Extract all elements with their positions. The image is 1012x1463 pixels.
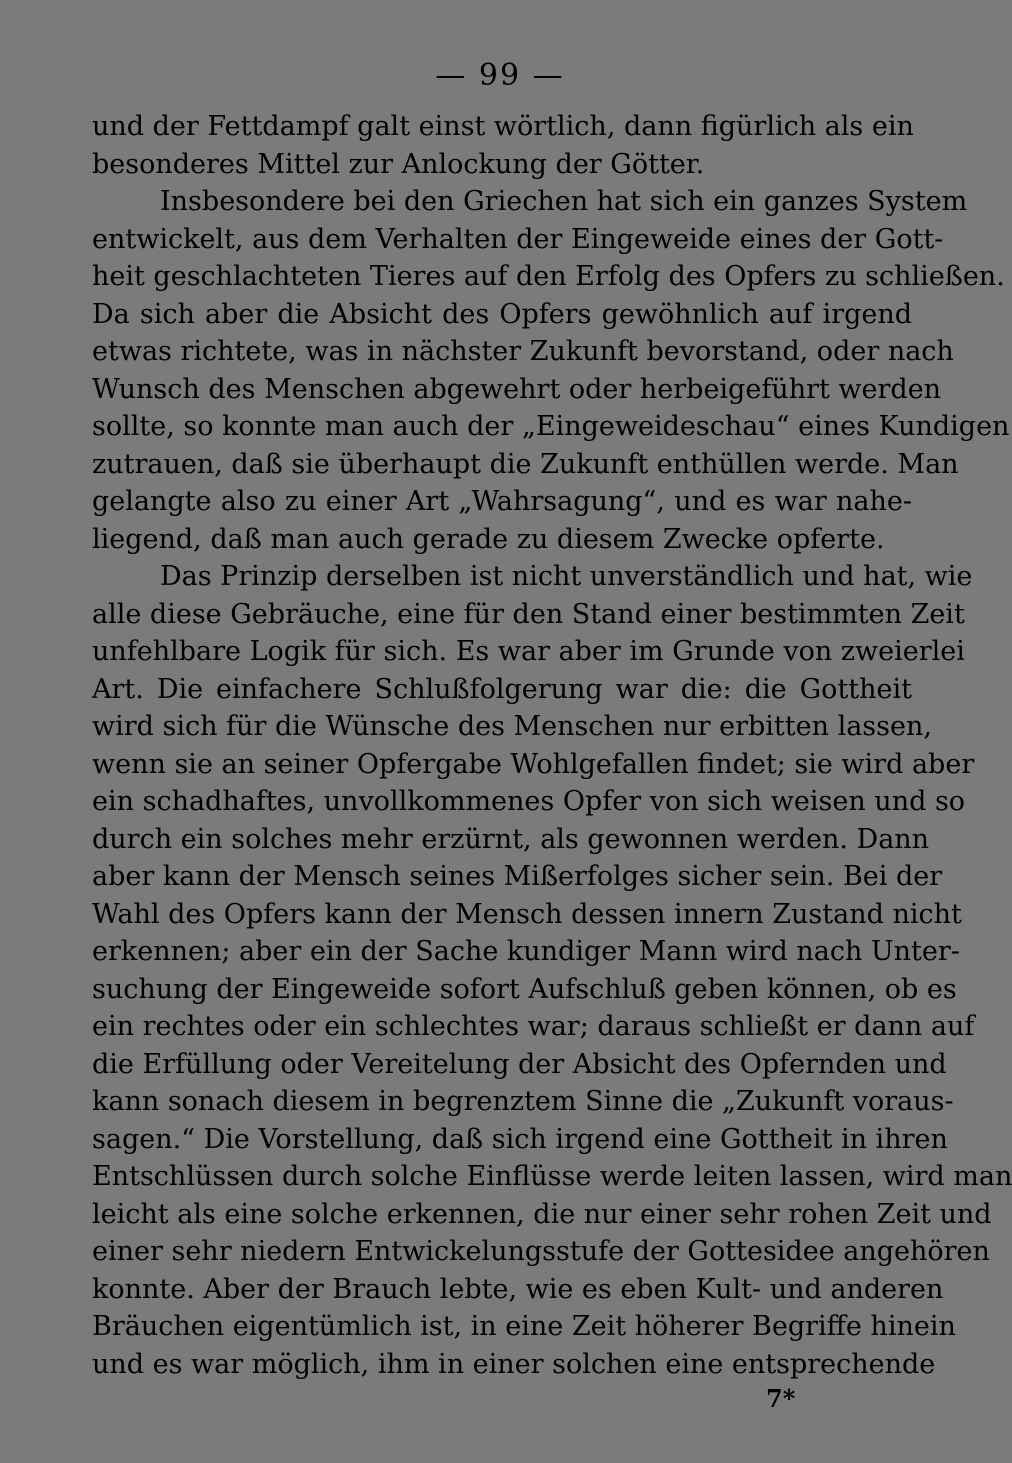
text-line: gelangte also zu einer Art „Wahrsagung“, und es war nahe- <box>92 486 912 517</box>
text-line: alle diese Gebräuche, eine für den Stand einer bestimmten Zeit <box>92 598 965 630</box>
text-line: Bräuchen eigentümlich ist, in eine Zeit höherer Begriffe hinein <box>92 1311 956 1342</box>
text-line: erkennen; aber ein der Sache kundiger Mann wird nach Unter- <box>92 936 960 967</box>
text-line: Insbesondere bei den Griechen hat sich ein ganzes System <box>160 186 968 217</box>
text-line: leicht als eine solche erkennen, die nur einer sehr rohen Zeit und <box>92 1198 992 1230</box>
text-line: Wunsch des Menschen abgewehrt oder herbeigeführt werden <box>92 373 942 405</box>
sheet-signature: 7* <box>766 1384 796 1413</box>
text-line: konnte. Aber der Brauch lebte, wie es eben Kult- und anderen <box>92 1273 944 1305</box>
text-line: zutrauen, daß sie überhaupt die Zukunft enthüllen werde. Man <box>92 448 959 480</box>
text-line: wenn sie an seiner Opfergabe Wohlgefallen findet; sie wird aber <box>92 748 975 780</box>
text-line: entwickelt, aus dem Verhalten der Eingeweide eines der Gott- <box>92 223 944 255</box>
text-line: kann sonach diesem in begrenztem Sinne die „Zukunft voraus- <box>92 1086 954 1117</box>
text-line: Entschlüssen durch solche Einflüsse werde leiten lassen, wird man <box>92 1161 1012 1192</box>
text-line: Wahl des Opfers kann der Mensch dessen innern Zustand nicht <box>92 898 962 930</box>
text-line: einer sehr niedern Entwickelungsstufe der Gottesidee angehören <box>92 1236 990 1267</box>
text-line: heit geschlachteten Tieres auf den Erfolg des Opfers zu schließen. <box>92 261 1005 292</box>
text-line: durch ein solches mehr erzürnt, als gewonnen werden. Dann <box>92 823 930 855</box>
text-line: suchung der Eingeweide sofort Aufschluß geben können, ob es <box>92 973 957 1005</box>
text-line: Art. Die einfachere Schlußfolgerung war die: die Gottheit <box>92 673 912 705</box>
text-line: und der Fettdampf galt einst wörtlich, dann figürlich als ein <box>92 111 914 142</box>
text-line: sagen.“ Die Vorstellung, daß sich irgend eine Gottheit in ihren <box>92 1123 948 1155</box>
text-line: wird sich für die Wünsche des Menschen nur erbitten lassen, <box>92 711 932 742</box>
text-line: ein schadhaftes, unvollkommenes Opfer von sich weisen und so <box>92 786 966 817</box>
text-line: sollte, so konnte man auch der „Eingeweideschau“ eines Kundigen <box>92 411 1010 442</box>
text-line: Da sich aber die Absicht des Opfers gewöhnlich auf irgend <box>92 298 912 330</box>
page-number: — 99 — <box>435 58 565 93</box>
body-text <box>92 108 1012 1383</box>
text-line: etwas richtete, was in nächster Zukunft bevorstand, oder nach <box>92 336 954 367</box>
text-line: ein rechtes oder ein schlechtes war; daraus schließt er dann auf <box>92 1011 975 1042</box>
text-line: unfehlbare Logik für sich. Es war aber im Grunde von zweierlei <box>92 636 965 667</box>
text-line: aber kann der Mensch seines Mißerfolges sicher sein. Bei der <box>92 861 943 892</box>
text-line: liegend, daß man auch gerade zu diesem Zwecke opferte. <box>92 523 885 555</box>
text-line: Das Prinzip derselben ist nicht unverständlich und hat, wie <box>160 561 973 592</box>
text-line: die Erfüllung oder Vereitelung der Absicht des Opfernden und <box>92 1048 947 1080</box>
text-line: besonderes Mittel zur Anlockung der Götter. <box>92 148 705 180</box>
text-line: und es war möglich, ihm in einer solchen eine entsprechende <box>92 1348 936 1380</box>
